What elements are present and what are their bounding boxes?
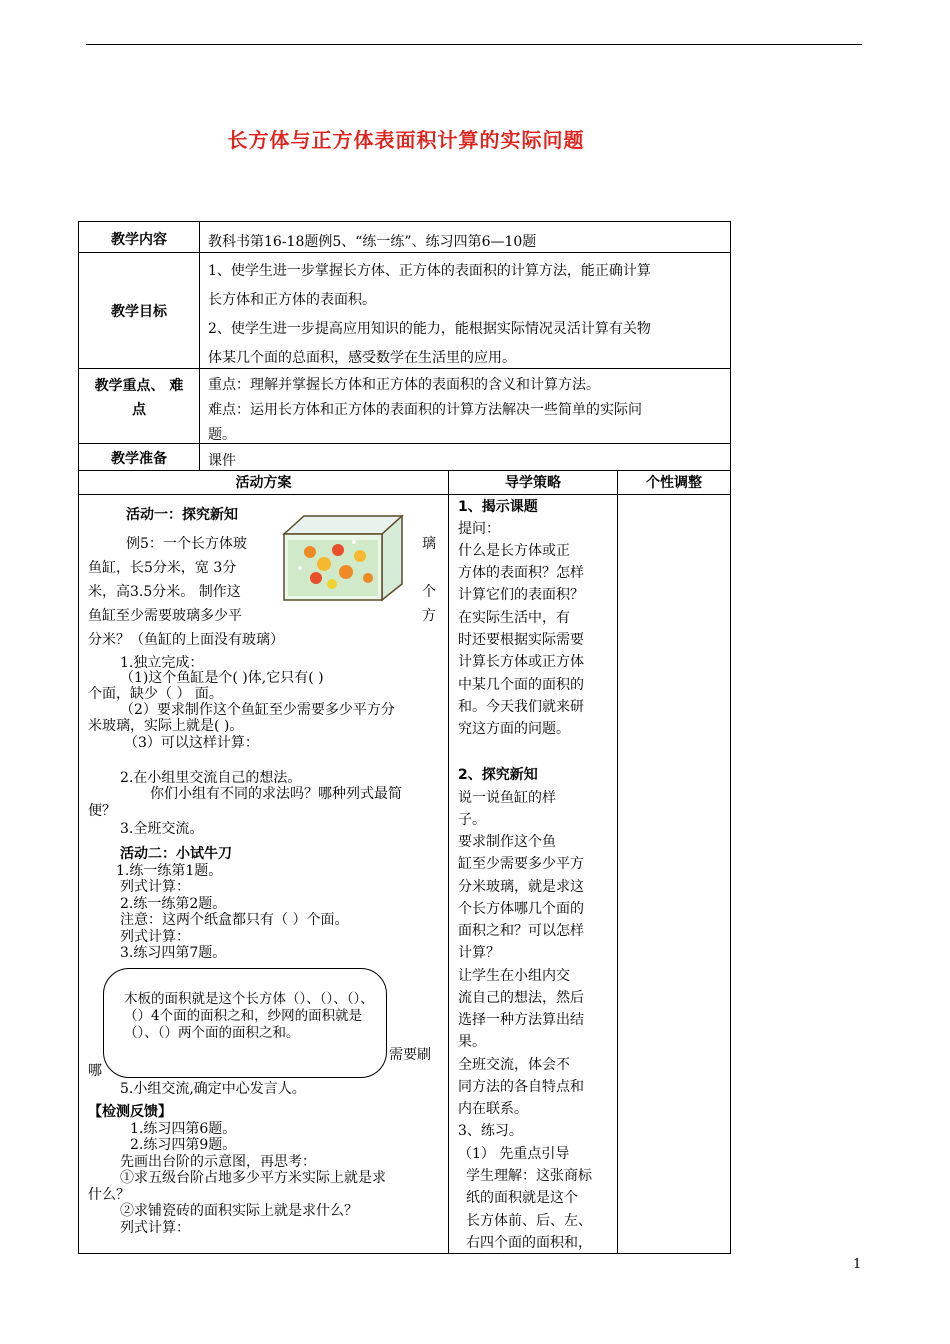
guide-line: 果。	[458, 1034, 486, 1050]
prep-text: 课件	[208, 453, 236, 469]
hidden-text-left: 哪	[88, 1063, 102, 1079]
step-line: 注意：这两个纸盒都只有（ ）个面。	[120, 912, 349, 928]
activity2-title: 活动二：小试牛刀	[120, 846, 232, 862]
keypoints-label-2: 点	[132, 402, 146, 418]
prep-label: 教学准备	[111, 451, 167, 467]
keypoints-label: 教学重点、 难	[94, 378, 184, 394]
keypoints-line: 重点：理解并掌握长方体和正方体的表面积的含义和计算方法。	[208, 377, 600, 393]
guide-heading-1: 1、揭示课题	[458, 499, 538, 515]
goals-line: 2、使学生进一步提高应用知识的能力，能根据实际情况灵活计算有关物	[208, 321, 651, 337]
guide-line: 计算长方体或正方体	[458, 654, 584, 670]
guide-line: 提问：	[458, 521, 500, 537]
ex5-right-char: 个	[422, 584, 436, 600]
guide-line: 什么是长方体或正	[458, 543, 570, 559]
feedback-line: 列式计算：	[120, 1220, 190, 1236]
guide-line: 同方法的各自特点和	[458, 1079, 584, 1095]
col-plan: 活动方案	[235, 475, 292, 491]
guide-line: 和。今天我们就来研	[458, 699, 584, 715]
step-line: （2）要求制作这个鱼缸至少需要多少平方分	[120, 702, 395, 718]
hidden-text-right: 需要刷	[389, 1047, 431, 1063]
guide-line: 缸至少需要多少平方	[458, 856, 584, 872]
guide-line: 3、练习。	[458, 1123, 523, 1139]
guide-line: 流自己的想法，然后	[458, 990, 584, 1006]
goals-line: 1、使学生进一步掌握长方体、正方体的表面积的计算方法，能正确计算	[208, 263, 651, 279]
page-number: 1	[853, 1257, 862, 1272]
keypoints-line: 题。	[208, 427, 236, 443]
feedback-line: 什么？	[88, 1187, 130, 1203]
guide-line: 究这方面的问题。	[458, 721, 570, 737]
step-line: 个面，缺少（ ） 面。	[88, 686, 223, 702]
guide-line: 中某几个面的面积的	[458, 677, 584, 693]
speech-bubble	[103, 968, 387, 1078]
fish-tank-image	[280, 512, 406, 604]
guide-line: 要求制作这个鱼	[458, 834, 556, 850]
guide-line: 计算它们的表面积？	[458, 587, 584, 603]
ex5-line: 鱼缸至少需要玻璃多少平	[88, 608, 242, 624]
step-line: 便？	[88, 803, 116, 819]
ex5-line: 例5：一个长方体玻	[126, 536, 247, 552]
content-text: 教科书第16-18题例5、“练一练”、练习四第6—10题	[208, 234, 537, 250]
feedback-line: 先画出台阶的示意图，再思考：	[120, 1154, 316, 1170]
guide-line: 面积之和？可以怎样	[458, 923, 584, 939]
guide-line: 分米玻璃，就是求这	[458, 879, 584, 895]
col-adjust: 个性调整	[646, 475, 702, 491]
guide-heading-2: 2、探究新知	[458, 767, 538, 783]
guide-line: 在实际生活中，有	[458, 610, 570, 626]
goals-label: 教学目标	[111, 304, 167, 320]
step-line: 1.练一练第1题。	[116, 863, 223, 879]
goals-line: 长方体和正方体的表面积。	[208, 292, 376, 308]
feedback-line: ①求五级台阶占地多少平方米实际上就是求	[120, 1170, 386, 1186]
guide-line: 长方体前、后、左、	[466, 1213, 592, 1229]
ex5-line: 鱼缸，长5分米，宽 3分	[88, 560, 237, 576]
step-line: 1.独立完成：	[120, 655, 204, 671]
goals-line: 体某几个面的总面积，感受数学在生活里的应用。	[208, 350, 516, 366]
step-line: 2.在小组里交流自己的想法。	[120, 770, 302, 786]
guide-line: 内在联系。	[458, 1101, 528, 1117]
guide-line: 方体的表面积？怎样	[458, 565, 584, 581]
bubble-text: 木板的面积就是这个长方体（）、（）、（）、（）4个面的面积之和，纱网的面积就是（）、（）两个面的面积之和。	[124, 991, 374, 1041]
keypoints-line: 难点：运用长方体和正方体的表面积的计算方法解决一些简单的实际问	[208, 402, 642, 418]
step-line: 列式计算：	[120, 929, 190, 945]
guide-line: 选择一种方法算出结	[458, 1012, 584, 1028]
step-line: 2.练一练第2题。	[120, 896, 227, 912]
step-line: 5.小组交流,确定中心发言人。	[120, 1081, 306, 1097]
feedback-line: 1.练习四第6题。	[130, 1121, 237, 1137]
step-line: （1)这个鱼缸是个( )体,它只有( )	[120, 670, 324, 686]
guide-line: 子。	[458, 812, 486, 828]
feedback-line: ②求铺瓷砖的面积实际上就是求什么？	[120, 1203, 358, 1219]
ex5-line: 米，高3.5分米。 制作这	[88, 584, 241, 600]
guide-line: 计算？	[458, 945, 500, 961]
feedback-title: 【检测反馈】	[88, 1104, 172, 1120]
step-line: 你们小组有不同的求法吗？哪种列式最简	[150, 786, 402, 802]
ex5-right-char: 方	[422, 608, 436, 624]
header-rule	[86, 44, 862, 45]
activity1-title: 活动一：探究新知	[126, 507, 238, 523]
step-line: 列式计算：	[120, 879, 190, 895]
guide-line: 让学生在小组内交	[458, 968, 570, 984]
col-guide: 导学策略	[505, 475, 561, 491]
step-line: 3.练习四第7题。	[120, 945, 227, 961]
guide-line: 全班交流，体会不	[458, 1057, 570, 1073]
content-label: 教学内容	[111, 232, 167, 248]
step-line: （3）可以这样计算：	[124, 735, 259, 751]
guide-line: 学生理解：这张商标	[466, 1168, 592, 1184]
ex5-right-char: 璃	[422, 536, 436, 552]
feedback-line: 2.练习四第9题。	[130, 1137, 237, 1153]
guide-line: 右四个面的面积和，	[466, 1235, 592, 1251]
ex5-line: 分米？（鱼缸的上面没有玻璃）	[88, 632, 284, 648]
page-title: 长方体与正方体表面积计算的实际问题	[227, 128, 585, 152]
guide-line: （1） 先重点引导	[458, 1146, 570, 1162]
guide-line: 时还要根据实际需要	[458, 632, 584, 648]
guide-line: 纸的面积就是这个	[466, 1190, 578, 1206]
step-line: 3.全班交流。	[120, 821, 204, 837]
guide-line: 说一说鱼缸的样	[458, 790, 556, 806]
step-line: 米玻璃，实际上就是( )。	[88, 718, 244, 734]
guide-line: 个长方体哪几个面的	[458, 901, 584, 917]
